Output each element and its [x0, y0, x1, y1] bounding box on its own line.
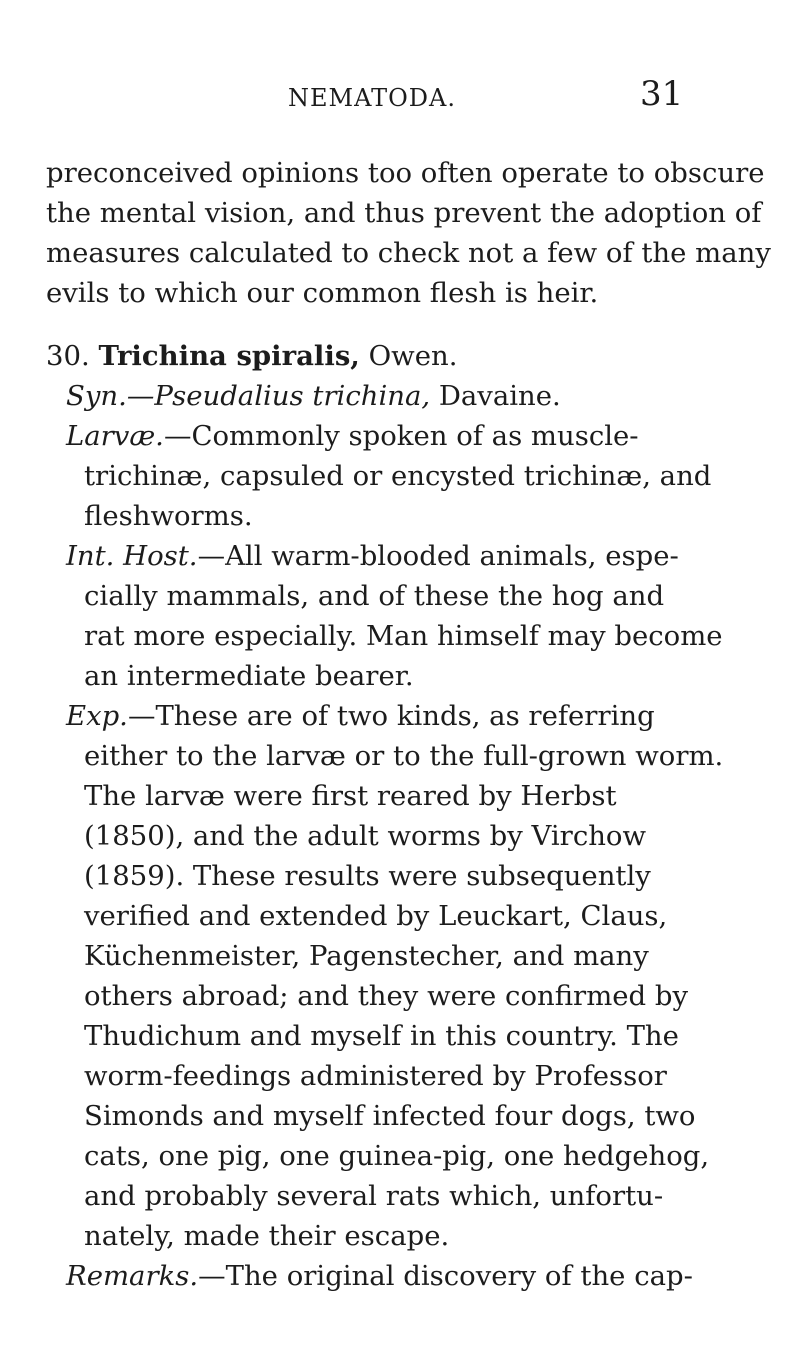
- section-label: Larvæ.: [66, 420, 164, 452]
- page-number: 31: [640, 74, 684, 114]
- text-run: —These are of two kinds, as referring: [127, 700, 655, 732]
- species-authority: Owen.: [368, 340, 458, 372]
- text-line: cats, one pig, one guinea-pig, one hedgehog,: [84, 1140, 710, 1172]
- text-line: measures calculated to check not a few of the many: [46, 237, 771, 269]
- text-line: verified and extended by Leuckart, Claus,: [84, 900, 668, 932]
- text-line: Thudichum and myself in this country. The: [84, 1020, 679, 1052]
- section-label: Remarks.: [66, 1260, 199, 1292]
- text-run: —The original discovery of the cap-: [198, 1260, 693, 1292]
- text-line: The larvæ were first reared by Herbst: [84, 780, 617, 812]
- synonym-authority: Davaine.: [438, 380, 561, 412]
- text-line: an intermediate bearer.: [84, 660, 414, 692]
- text-line: rat more especially. Man himself may become: [84, 620, 723, 652]
- running-head: NEMATODA.: [288, 84, 456, 112]
- text-line: evils to which our common flesh is heir.: [46, 277, 599, 309]
- text-line: and probably several rats which, unfortu-: [84, 1180, 664, 1212]
- text-line: others abroad; and they were confirmed by: [84, 980, 689, 1012]
- synonym-line: [66, 380, 561, 412]
- section-label: Int. Host.: [66, 540, 198, 572]
- text-run: —Commonly spoken of as muscle-: [163, 420, 639, 452]
- text-line: [66, 540, 679, 572]
- text-line: either to the larvæ or to the full-grown worm.: [84, 740, 724, 772]
- text-line: trichinæ, capsuled or encysted trichinæ, and: [84, 460, 712, 492]
- remarks-line: [66, 1260, 693, 1292]
- text-line: worm-feedings administered by Professor: [84, 1060, 667, 1092]
- text-line: Küchenmeister, Pagenstecher, and many: [84, 940, 649, 972]
- text-line: [66, 700, 655, 732]
- text-line: (1859). These results were subsequently: [84, 860, 651, 892]
- entry-heading: [46, 340, 458, 372]
- text-run: —All warm-blooded animals, espe-: [197, 540, 679, 572]
- text-line: (1850), and the adult worms by Virchow: [84, 820, 647, 852]
- species-name: Trichina spiralis,: [98, 340, 360, 372]
- text-line: nately, made their escape.: [84, 1220, 450, 1252]
- synonym-label: Syn.—Pseudalius trichina,: [66, 380, 431, 412]
- entry-number: 30.: [46, 340, 90, 372]
- text-line: the mental vision, and thus prevent the adoption of: [46, 197, 762, 229]
- text-line: Simonds and myself infected four dogs, two: [84, 1100, 696, 1132]
- text-line: cially mammals, and of these the hog and: [84, 580, 665, 612]
- text-line: preconceived opinions too often operate to obscure: [46, 157, 765, 189]
- text-line: [66, 420, 639, 452]
- section-label: Exp.: [66, 700, 128, 732]
- text-line: fleshworms.: [84, 500, 253, 532]
